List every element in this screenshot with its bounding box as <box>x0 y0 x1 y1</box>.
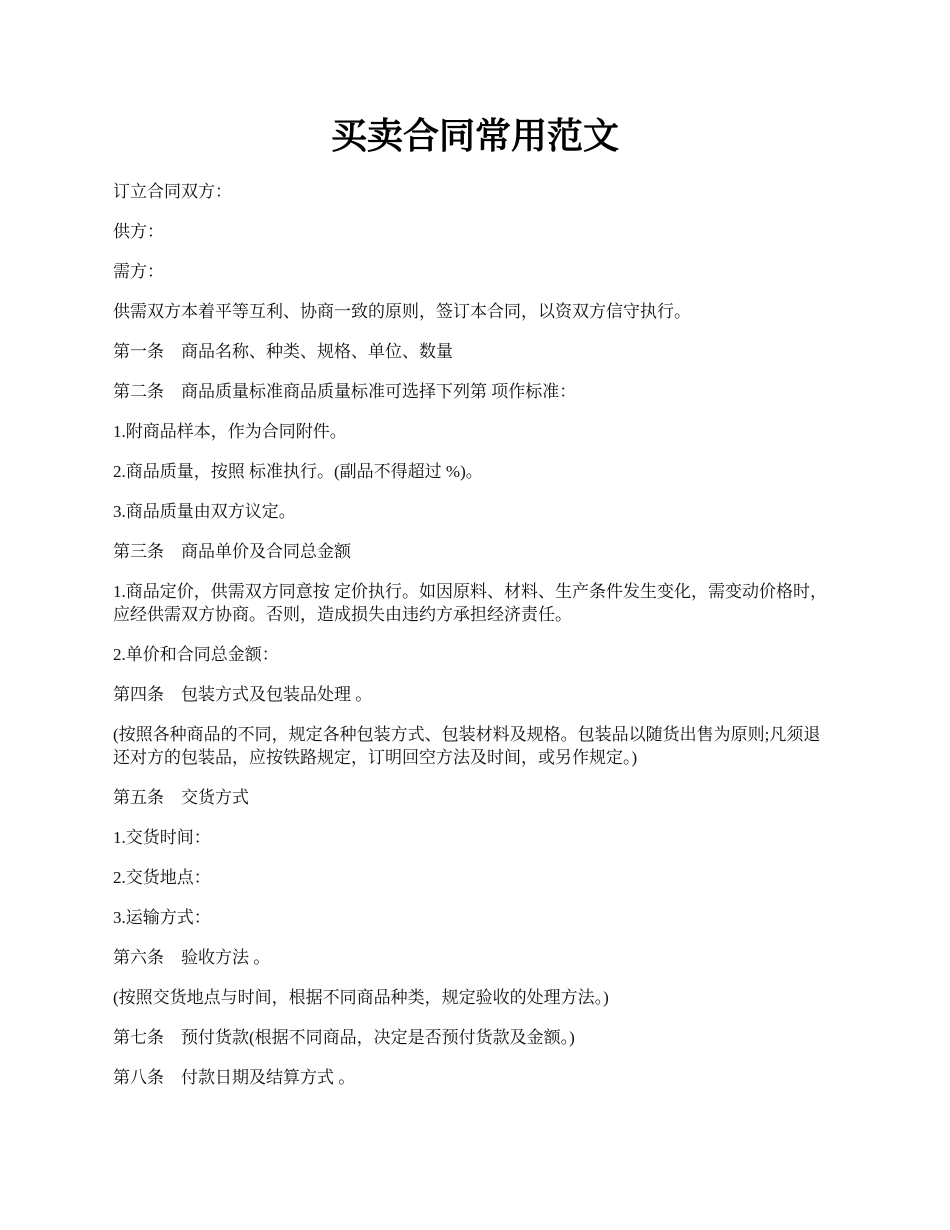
paragraph-article-3-item-1: 1.商品定价，供需双方同意按 定价执行。如因原料、材料、生产条件发生变化，需变动价格时，应经供需双方协商。否则，造成损失由违约方承担经济责任。 <box>113 582 827 624</box>
paragraph-article-2-item-2: 2.商品质量，按照 标准执行。(副品不得超过 %)。 <box>113 462 483 481</box>
paragraph-article-5-item-2: 2.交货地点： <box>113 868 211 887</box>
paragraph-article-4-note: (按照各种商品的不同，规定各种包装方式、包装材料及规格。包装品以随货出售为原则;凡须退还对方的包装品，应按铁路规定，订明回空方法及时间，或另作规定。) <box>113 725 821 767</box>
paragraph-article-7: 第七条 预付货款(根据不同商品，决定是否预付货款及金额。) <box>113 1028 575 1047</box>
paragraph-supplier: 供方： <box>113 222 164 241</box>
document-body <box>113 180 837 1106</box>
paragraph-article-6-note: (按照交货地点与时间，根据不同商品种类，规定验收的处理方法。) <box>113 988 609 1007</box>
paragraph-parties: 订立合同双方： <box>113 182 232 201</box>
paragraph-buyer: 需方： <box>113 262 164 281</box>
document-title: 买卖合同常用范文 <box>330 115 619 157</box>
paragraph-article-6: 第六条 验收方法 。 <box>113 948 271 967</box>
paragraph-article-1: 第一条 商品名称、种类、规格、单位、数量 <box>113 342 453 361</box>
paragraph-preamble: 供需双方本着平等互利、协商一致的原则，签订本合同，以资双方信守执行。 <box>113 302 691 321</box>
paragraph-article-3-item-2: 2.单价和合同总金额： <box>113 645 279 664</box>
paragraph-article-3: 第三条 商品单价及合同总金额 <box>113 542 351 561</box>
paragraph-article-2-item-3: 3.商品质量由双方议定。 <box>113 502 296 521</box>
paragraph-article-5: 第五条 交货方式 <box>113 788 249 807</box>
paragraph-article-2: 第二条 商品质量标准商品质量标准可选择下列第 项作标准： <box>113 382 577 401</box>
paragraph-article-2-item-1: 1.附商品样本，作为合同附件。 <box>113 422 347 441</box>
paragraph-article-5-item-3: 3.运输方式： <box>113 908 211 927</box>
paragraph-article-4: 第四条 包装方式及包装品处理 。 <box>113 685 373 704</box>
paragraph-article-5-item-1: 1.交货时间： <box>113 828 211 847</box>
paragraph-article-8: 第八条 付款日期及结算方式 。 <box>113 1068 356 1087</box>
